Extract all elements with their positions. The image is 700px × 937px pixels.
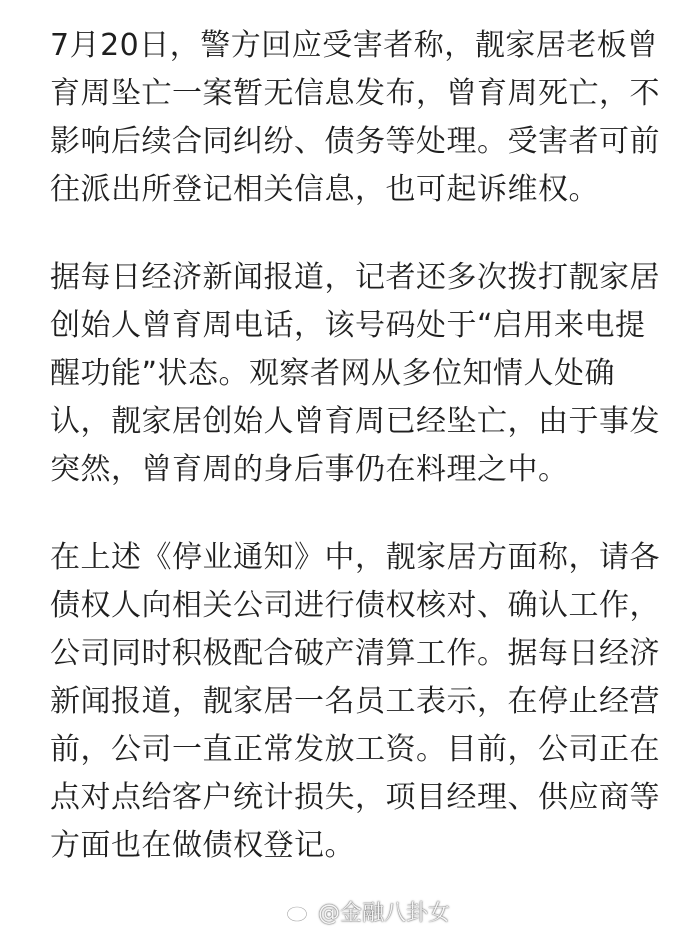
text-line: 创始人曾育周电话，该号码处于“启用来电提 — [50, 308, 646, 343]
weibo-watermark — [286, 896, 450, 927]
text-line: 突然，曾育周的身后事仍在料理之中。 — [50, 452, 569, 487]
text-line: 7月20日，警方回应受害者称，靓家居老板曾 — [50, 28, 658, 63]
text-line: 认，靓家居创始人曾育周已经坠亡，由于事发 — [50, 404, 660, 439]
paragraph-2 — [50, 254, 670, 494]
text-line: 公司同时积极配合破产清算工作。据每日经济 — [50, 636, 660, 671]
text-line: 醒功能”状态。观察者网从多位知情人处确 — [50, 356, 616, 391]
text-line: 往派出所登记相关信息，也可起诉维权。 — [50, 172, 599, 207]
text-line: 方面也在做债权登记。 — [50, 828, 355, 863]
weibo-icon — [286, 901, 312, 923]
paragraph-1 — [50, 22, 670, 214]
text-line: 新闻报道，靓家居一名员工表示，在停止经营 — [50, 684, 660, 719]
article-body — [50, 22, 670, 910]
text-line: 点对点给客户统计损失，项目经理、供应商等 — [50, 780, 660, 815]
text-line: 据每日经济新闻报道，记者还多次拨打靓家居 — [50, 260, 660, 295]
text-line: 在上述《停业通知》中，靓家居方面称，请各 — [50, 540, 660, 575]
text-line: 债权人向相关公司进行债权核对、确认工作， — [50, 588, 660, 623]
text-line: 前，公司一直正常发放工资。目前，公司正在 — [50, 732, 660, 767]
watermark-text: @金融八卦女 — [317, 901, 450, 926]
text-line: 影响后续合同纠纷、债务等处理。受害者可前 — [50, 124, 660, 159]
text-line: 育周坠亡一案暂无信息发布，曾育周死亡，不 — [50, 76, 660, 111]
paragraph-3 — [50, 534, 670, 870]
